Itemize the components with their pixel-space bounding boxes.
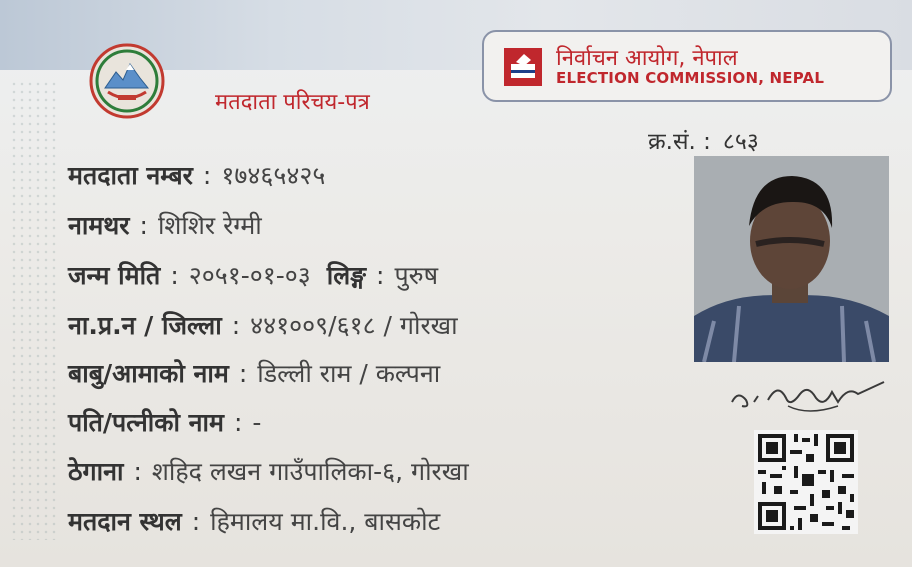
issuer-name-nepali: निर्वाचन आयोग, नेपाल (556, 46, 738, 71)
parents-value: डिल्ली राम / कल्पना (257, 359, 441, 388)
voter-number-row: मतदाता नम्बर : १७४६५४२५ (68, 161, 326, 190)
parents-row: बाबु/आमाको नाम : डिल्ली राम / कल्पना (68, 359, 441, 388)
issuer-box (482, 30, 892, 102)
dob-value: २०५१-०१-०३ (188, 261, 311, 290)
spouse-value: - (252, 408, 262, 437)
dob-label: जन्म मिति (68, 261, 161, 290)
gender-value: पुरुष (394, 261, 439, 290)
citizenship-label: ना.प्र.न / जिल्ला (68, 311, 222, 340)
dob-gender-row: जन्म मिति : २०५१-०१-०३ लिङ्ग : पुरुष (68, 261, 439, 290)
citizenship-row: ना.प्र.न / जिल्ला : ४४१००९/६१८ / गोरखा (68, 311, 458, 340)
qr-code (754, 430, 858, 534)
card-title: मतदाता परिचय-पत्र (215, 90, 370, 115)
serial-value: ८५३ (722, 129, 759, 155)
spouse-label: पति/पत्नीको नाम (68, 408, 224, 437)
issuer-name-english: ELECTION COMMISSION, NEPAL (556, 69, 825, 87)
voter-number-value: १७४६५४२५ (221, 161, 326, 190)
serial-label: क्र.सं. : (648, 129, 711, 155)
name-value: शिशिर रेग्मी (157, 211, 262, 240)
spouse-row: पति/पत्नीको नाम : - (68, 408, 262, 437)
address-label: ठेगाना (68, 457, 124, 486)
gender-label: लिङ्ग (326, 261, 367, 290)
parents-label: बाबु/आमाको नाम (68, 359, 229, 388)
name-row: नामथर : शिशिर रेग्मी (68, 211, 262, 240)
polling-place-row: मतदान स्थल : हिमालय मा.वि., बासकोट (68, 507, 441, 536)
nepal-emblem-icon (88, 42, 166, 120)
citizenship-value: ४४१००९/६१८ / गोरखा (250, 311, 458, 340)
voter-number-label: मतदाता नम्बर (68, 161, 193, 190)
address-value: शहिद लखन गाउँपालिका-६, गोरखा (151, 457, 469, 486)
address-row: ठेगाना : शहिद लखन गाउँपालिका-६, गोरखा (68, 457, 469, 486)
signature (728, 372, 888, 420)
security-pattern (10, 80, 58, 540)
polling-place-value: हिमालय मा.वि., बासकोट (210, 507, 441, 536)
serial-number (648, 124, 759, 156)
name-label: नामथर (68, 211, 130, 240)
polling-place-label: मतदान स्थल (68, 507, 182, 536)
voter-photo (694, 156, 889, 362)
election-commission-logo-icon (504, 48, 542, 86)
